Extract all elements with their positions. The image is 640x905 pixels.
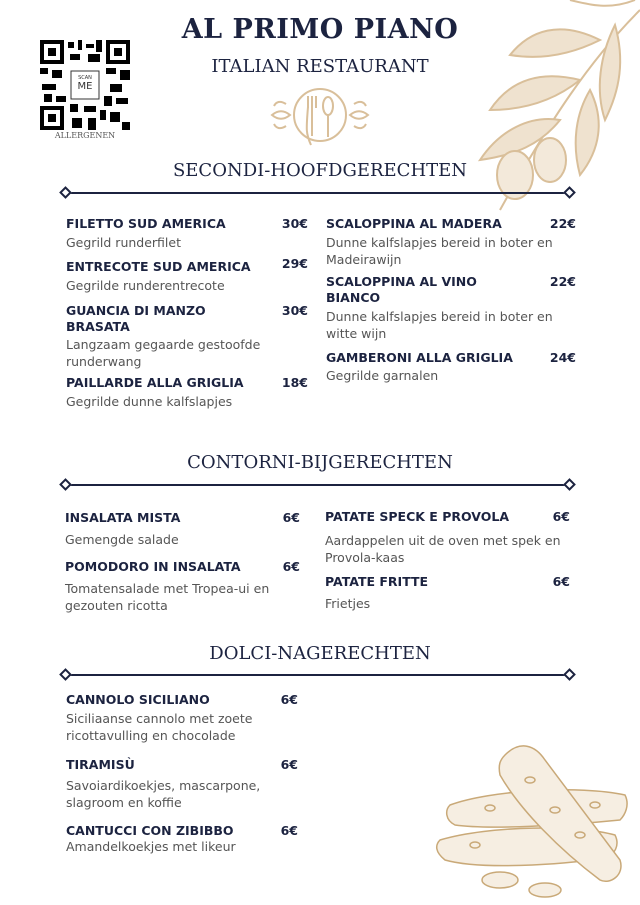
qr-me-label: ME bbox=[77, 81, 93, 92]
section-title-contorni: CONTORNI-BIJGERECHTEN bbox=[187, 452, 453, 473]
menu-item-price: 6€ bbox=[282, 559, 300, 574]
menu-item-name: FILETTO SUD AMERICA bbox=[66, 216, 226, 231]
menu-item-price: 6€ bbox=[280, 823, 298, 838]
menu-item-price: 24€ bbox=[549, 350, 576, 365]
plate-cutlery-icon bbox=[270, 82, 370, 148]
menu-item-desc: Gegrild runderfilet bbox=[66, 235, 181, 250]
menu-item-name: PATATE SPECK E PROVOLA bbox=[325, 509, 509, 524]
diamond-icon bbox=[59, 186, 72, 199]
menu-item-desc: Aardappelen uit de oven met spek en Provola-kaas bbox=[325, 533, 561, 565]
menu-item-desc: Gegrilde garnalen bbox=[326, 368, 439, 383]
menu-item-desc: Tomatensalade met Tropea-ui en gezouten ricotta bbox=[65, 581, 270, 613]
menu-item-desc: Gegrilde dunne kalfslapjes bbox=[66, 394, 233, 409]
menu-item-desc: Dunne kalfslapjes bereid in boter en witte wijn bbox=[326, 309, 553, 341]
menu-item-price: 6€ bbox=[282, 510, 300, 525]
menu-item-name: PAILLARDE ALLA GRIGLIA bbox=[66, 375, 244, 390]
restaurant-title: AL PRIMO PIANO bbox=[181, 14, 459, 45]
menu-item-price: 6€ bbox=[552, 509, 570, 524]
menu-item-price: 30€ bbox=[281, 216, 308, 231]
diamond-icon bbox=[59, 478, 72, 491]
menu-item-desc: Siciliaanse cannolo met zoete ricottavulling en chocolade bbox=[66, 711, 253, 743]
menu-item-desc: Dunne kalfslapjes bereid in boter en Madeirawijn bbox=[326, 235, 553, 267]
cantucci-illustration bbox=[430, 740, 635, 900]
allergen-label: ALLERGENEN bbox=[54, 131, 116, 140]
menu-item-name: PATATE FRITTE bbox=[325, 574, 429, 589]
divider bbox=[66, 192, 570, 194]
divider bbox=[66, 484, 570, 486]
menu-item-desc: Savoiardikoekjes, mascarpone, slagroom en koffie bbox=[66, 778, 261, 810]
menu-item-desc: Gemengde salade bbox=[65, 532, 179, 547]
menu-item-name: SCALOPPINA AL MADERA bbox=[326, 216, 502, 231]
menu-item-desc: Amandelkoekjes met likeur bbox=[66, 839, 236, 854]
menu-item-price: 30€ bbox=[281, 303, 308, 318]
diamond-icon bbox=[563, 478, 576, 491]
menu-item-price: 6€ bbox=[552, 574, 570, 589]
menu-item-name: SCALOPPINA AL VINO BIANCO bbox=[326, 274, 477, 305]
menu-item-price: 6€ bbox=[280, 692, 298, 707]
menu-item-name: TIRAMISÙ bbox=[66, 757, 135, 772]
divider bbox=[66, 674, 570, 676]
menu-item-desc: Langzaam gegaarde gestoofde runderwang bbox=[66, 337, 261, 369]
menu-item-price: 6€ bbox=[280, 757, 298, 772]
section-title-secondi: SECONDI-HOOFDGERECHTEN bbox=[172, 160, 468, 181]
menu-item-price: 22€ bbox=[549, 216, 576, 231]
section-title-dolci: DOLCI-NAGERECHTEN bbox=[209, 643, 431, 664]
diamond-icon bbox=[59, 668, 72, 681]
menu-item-price: 22€ bbox=[549, 274, 576, 289]
menu-item-desc: Frietjes bbox=[325, 596, 371, 611]
diamond-icon bbox=[563, 668, 576, 681]
restaurant-subtitle: ITALIAN RESTAURANT bbox=[211, 56, 429, 77]
qr-scan-label: SCAN bbox=[78, 75, 92, 81]
menu-item-name: POMODORO IN INSALATA bbox=[65, 559, 241, 574]
menu-item-price: 29€ bbox=[281, 256, 308, 271]
menu-item-price: 18€ bbox=[281, 375, 308, 390]
menu-item-name: CANNOLO SICILIANO bbox=[66, 692, 210, 707]
menu-item-name: INSALATA MISTA bbox=[65, 510, 181, 525]
menu-item-name: GAMBERONI ALLA GRIGLIA bbox=[326, 350, 513, 365]
menu-item-name: ENTRECOTE SUD AMERICA bbox=[66, 259, 251, 274]
menu-item-name: GUANCIA DI MANZO BRASATA bbox=[66, 303, 206, 334]
menu-item-name: CANTUCCI CON ZIBIBBO bbox=[66, 823, 234, 838]
menu-item-desc: Gegrilde runderentrecote bbox=[66, 278, 225, 293]
